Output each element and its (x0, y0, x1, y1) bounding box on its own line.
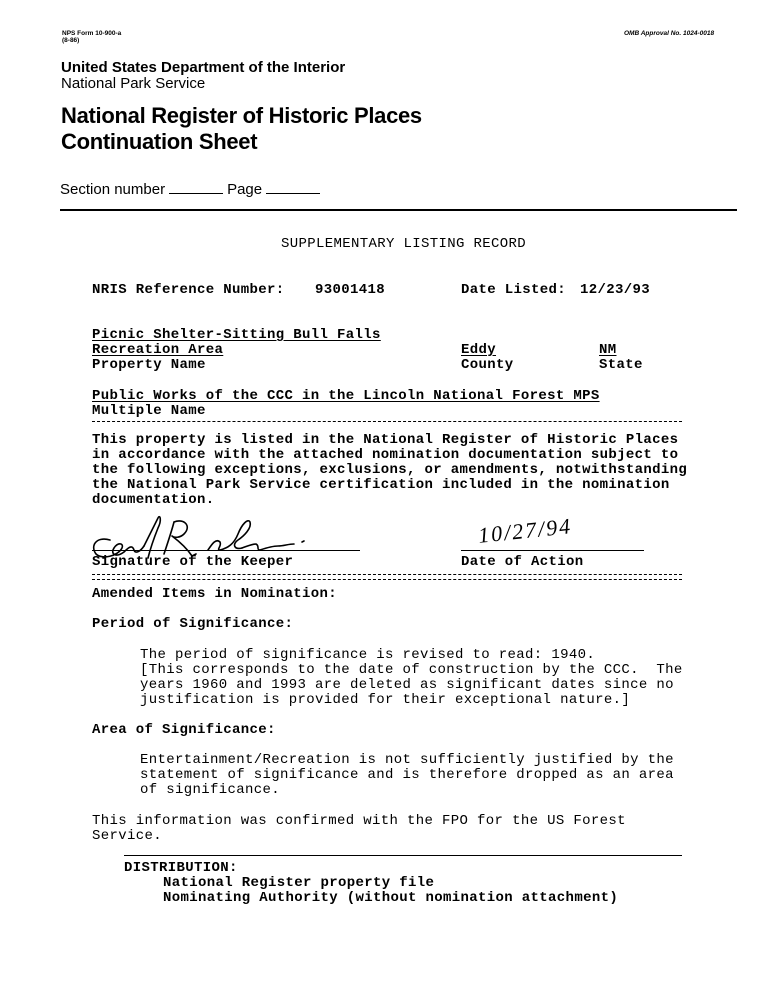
nris-label: NRIS Reference Number: (92, 282, 285, 298)
property-name-line1: Picnic Shelter-Sitting Bull Falls (92, 327, 381, 343)
multiple-name-label: Multiple Name (92, 403, 206, 419)
period-text-2: [This corresponds to the date of construction by the CCC. The (140, 662, 683, 678)
distribution-item: National Register property file (163, 875, 435, 891)
property-name-label: Property Name (92, 357, 206, 373)
county-value: Eddy (461, 342, 497, 358)
statement-line-2: in accordance with the attached nomination documentation subject to (92, 447, 679, 463)
dashed-divider (92, 421, 682, 422)
statement-line-4: the National Park Service certification included in the nomination (92, 477, 670, 493)
period-heading: Period of Significance: (92, 616, 294, 632)
service-name: National Park Service (61, 75, 206, 92)
period-text-3: years 1960 and 1993 are deleted as significant dates since no (140, 677, 674, 693)
statement-line-1: This property is listed in the National Register of Historic Places (92, 432, 679, 448)
distribution-divider (124, 855, 682, 856)
area-text-2: statement of significance and is therefore dropped as an area (140, 767, 674, 783)
page-field (266, 181, 320, 194)
signature-line (92, 550, 360, 551)
period-text-1: The period of significance is revised to read: 1940. (140, 647, 596, 663)
date-of-action-label: Date of Action (461, 554, 584, 570)
state-label: State (599, 357, 643, 373)
date-listed-value: 12/23/93 (580, 282, 651, 298)
page-title: National Register of Historic Places (61, 103, 422, 128)
page-subtitle: Continuation Sheet (61, 129, 258, 154)
date-listed-label: Date Listed: (461, 282, 567, 298)
area-heading: Area of Significance: (92, 722, 276, 738)
property-name-line2: Recreation Area (92, 342, 224, 358)
section-number-field (169, 181, 223, 194)
state-value: NM (599, 342, 617, 358)
form-number: NPS Form 10-900-a (62, 30, 122, 37)
county-label: County (461, 357, 514, 373)
section-page-line (60, 181, 324, 198)
area-text-1: Entertainment/Recreation is not sufficiently justified by the (140, 752, 674, 768)
confirmation-line-2: Service. (92, 828, 163, 844)
page-label: Page (227, 181, 263, 198)
amended-items-heading: Amended Items in Nomination: (92, 586, 338, 602)
confirmation-line-1: This information was confirmed with the FPO for the US Forest (92, 813, 626, 829)
date-of-action-line (461, 550, 644, 551)
header-divider (60, 209, 737, 211)
nris-number: 93001418 (315, 282, 386, 298)
area-text-3: of significance. (140, 782, 281, 798)
period-text-4: justification is provided for their exceptional nature.] (140, 692, 631, 708)
action-date-handwritten: 10/27/94 (476, 513, 574, 548)
department-name: United States Department of the Interior (61, 59, 346, 76)
record-heading: SUPPLEMENTARY LISTING RECORD (281, 236, 527, 252)
distribution-item: Nominating Authority (without nomination attachment) (163, 890, 619, 906)
section-number-label: Section number (60, 181, 166, 198)
omb-approval: OMB Approval No. 1024-0018 (624, 30, 715, 37)
multiple-name-value: Public Works of the CCC in the Lincoln National Forest MPS (92, 388, 600, 404)
form-date: (8-86) (62, 37, 80, 44)
statement-line-3: the following exceptions, exclusions, or amendments, notwithstanding (92, 462, 688, 478)
double-divider (92, 574, 682, 580)
signature-label: Signature of the Keeper (92, 554, 294, 570)
distribution-heading: DISTRIBUTION: (124, 860, 238, 876)
statement-line-5: documentation. (92, 492, 215, 508)
